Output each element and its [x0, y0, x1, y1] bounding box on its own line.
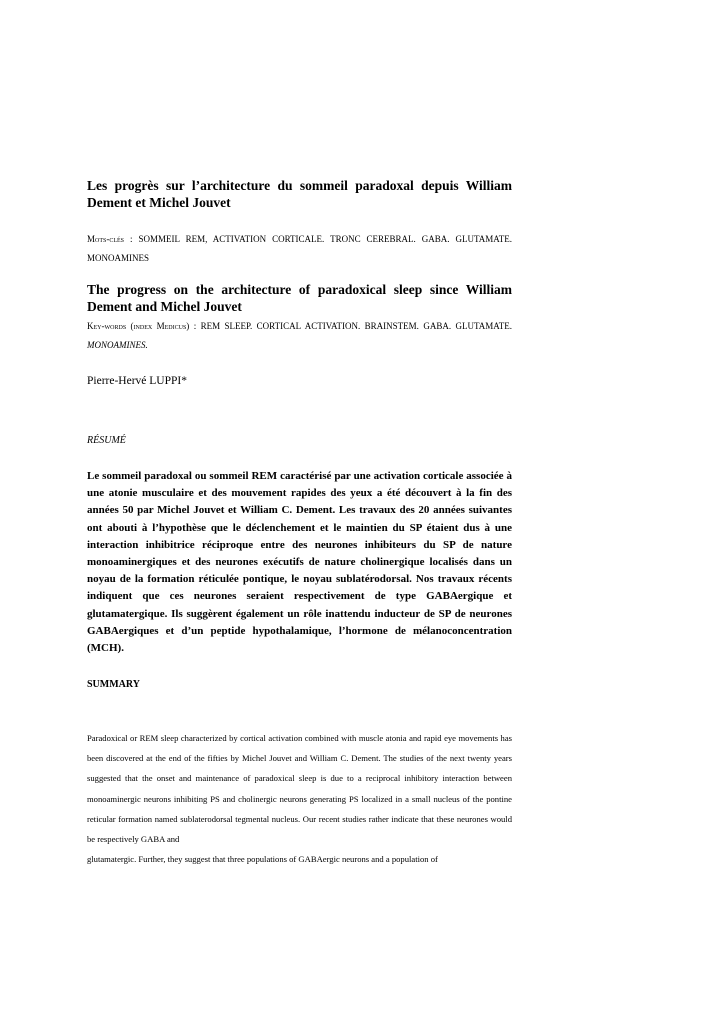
french-keywords	[87, 230, 512, 268]
summary-abstract-text: Paradoxical or REM sleep characterized by cortical activation combined with muscle atonia and rapid eye movements has been discovered at the end of the fifties by Michel Jouvet and William C. Dement. The studies of the next twenty years suggested that the onset and maintenance of paradoxical sleep is due to a reciprocal inhibitory interaction between monoaminergic neurons inhibiting PS and cholinergic neurons generating PS localized in a small nucleus of the pontine reticular formation named sublaterodorsal tegmental nucleus. Our recent studies rather indicate that these neurones would be respectively GABA and	[87, 733, 512, 845]
english-keywords-italic-term: MONOAMINES.	[87, 340, 148, 350]
french-keywords-label: Mots-clés	[87, 234, 125, 244]
french-keywords-separator: :	[124, 234, 139, 244]
summary-abstract-last-line: glutamatergic. Further, they suggest that three populations of GABAergic neurons and a population of	[87, 854, 438, 865]
english-keywords-label: Key-words (index Medicus)	[87, 321, 190, 331]
summary-heading: SUMMARY	[87, 679, 140, 690]
resume-heading: RÉSUMÉ	[87, 435, 126, 446]
resume-abstract: Le sommeil paradoxal ou sommeil REM caractérisé par une activation corticale associée à une atonie musculaire et des mouvement rapides des yeux a été découvert à la fin des années 50 par Michel Jouvet et William C. Dement. Les travaux des 20 années suivantes ont abouti à l’hypothèse que le déclenchement et le maintien du SP étaient dus à une interaction inhibitrice réciproque entre des neurones inhibiteurs du SP de nature monoaminergiques et des neurones exécutifs de nature cholinergique localisés dans un noyau de la formation réticulée pontique, le noyau sublatérodorsal. Nos travaux récents indiquent que ces neurones seraient respectivement de type GABAergique et glutamatergique. Ils suggèrent également un rôle inattendu inducteur de SP de neurones GABAergiques et d’un peptide hypothalamique, l’hormone de mélanoconcentration (MCH).	[87, 470, 512, 655]
english-keywords-terms: REM SLEEP. CORTICAL ACTIVATION. BRAINSTEM. GABA. GLUTAMATE.	[200, 321, 512, 331]
english-keywords-separator: :	[189, 321, 201, 331]
summary-abstract	[87, 728, 512, 869]
french-keywords-terms: SOMMEIL REM, ACTIVATION CORTICALE. TRONC CEREBRAL. GABA. GLUTAMATE. MONOAMINES	[87, 234, 512, 263]
english-title: The progress on the architecture of paradoxical sleep since William Dement and Michel Jouvet	[87, 282, 512, 314]
author-name: Pierre-Hervé LUPPI*	[87, 375, 187, 387]
english-keywords	[87, 317, 512, 355]
french-title: Les progrès sur l’architecture du sommeil paradoxal depuis William Dement et Michel Jouvet	[87, 178, 512, 210]
